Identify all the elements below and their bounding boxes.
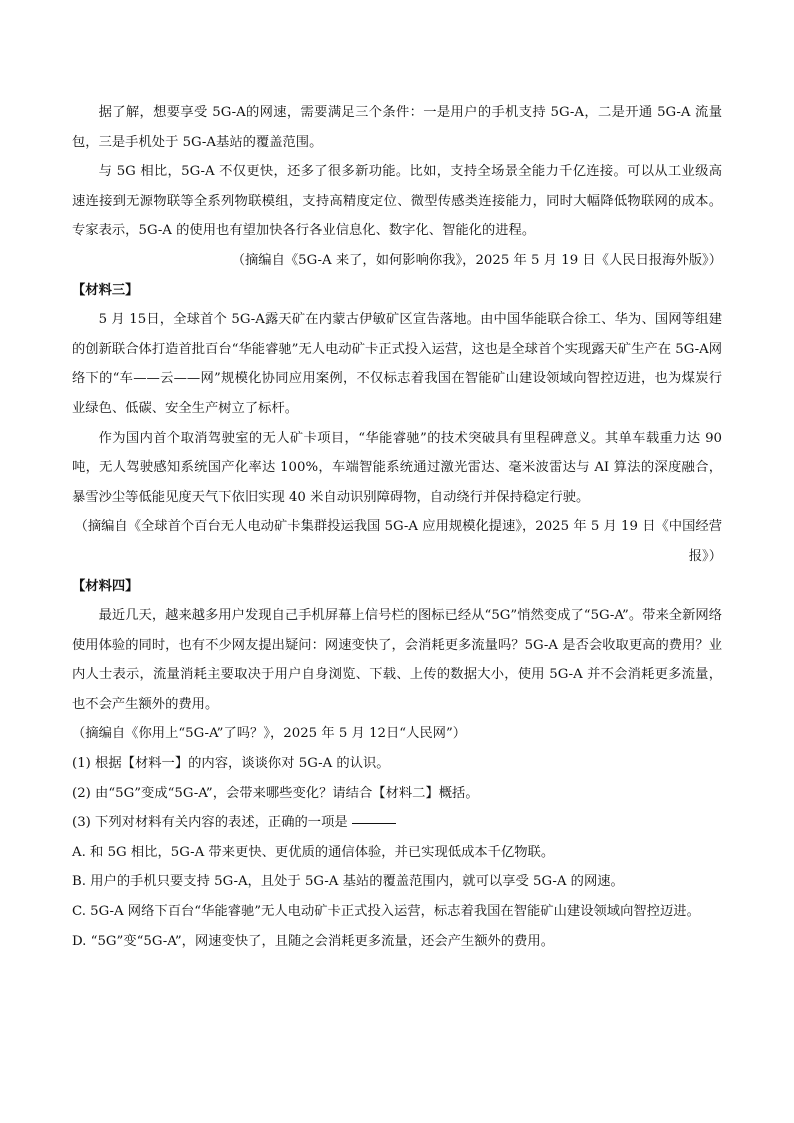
material3-paragraph-2: 作为国内首个取消驾驶室的无人矿卡项目，“华能睿驰”的技术突破具有里程碑意义。其单车载重力达 90吨，无人驾驶感知系统国产化率达 100%，车端智能系统通过激光雷达、毫米波雷达与 AI 算法的深度融合，暴雪沙尘等低能见度天气下依旧实现 40 米自动识别障碍物，自动绕行并保持稳定行驶。 [72,430,722,505]
material3-paragraph-1: 5 月 15日，全球首个 5G-A露天矿在内蒙古伊敏矿区宣告落地。由中国华能联合徐工、华为、国网等组建的创新联合体打造首批百台“华能睿驰”无人电动矿卡正式投入运营，这也是全球首个实现露天矿生产在 5G-A网络下的“车——云——网”规模化协同应用案例，不仅标志着我国在智能矿山建设领域向智控迈进，也为煤炭行业绿色、低碳、安全生产树立了标杆。 [72,312,722,416]
material2-source: （摘编自《5G-A 来了，如何影响你我》，2025 年 5 月 19 日《人民日报海外版》） [231,252,722,268]
question-1: (1) 根据【材料一】的内容，谈谈你对 5G-A 的认识。 [72,756,390,772]
option-b: B. 用户的手机只要支持 5G-A，且处于 5G-A 基站的覆盖范围内，就可以享受 5G-A 的网速。 [72,874,624,890]
question-3-text: (3) 下列对材料有关内容的表述，正确的一项是 [72,815,348,831]
material3-source: （摘编自《全球首个百台无人电动矿卡集群投运我国 5G-A 应用规模化提速》，2025 年 5 月 19 日《中国经营报》） [74,519,722,564]
material4-heading: 【材料四】 [72,578,139,594]
answer-blank[interactable] [352,822,396,824]
document-page [72,98,722,956]
question-2: (2) 由“5G”变成“5G-A”，会带来哪些变化？请结合【材料二】概括。 [72,785,479,801]
question-3 [72,808,722,838]
material3-heading: 【材料三】 [72,282,139,298]
material2-paragraph-1: 据了解，想要享受 5G-A的网速，需要满足三个条件：一是用户的手机支持 5G-A，二是开通 5G-A 流量包，三是手机处于 5G-A基站的覆盖范围。 [72,105,722,150]
option-a: A. 和 5G 相比，5G-A 带来更快、更优质的通信体验，并已实现低成本千亿物联。 [72,844,555,860]
option-d: D. “5G”变“5G-A”，网速变快了，且随之会消耗更多流量，还会产生额外的费用。 [72,933,554,949]
material4-paragraph-1: 最近几天，越来越多用户发现自己手机屏幕上信号栏的图标已经从“5G”悄然变成了“5G-A”。带来全新网络使用体验的同时，也有不少网友提出疑问：网速变快了，会消耗更多流量吗？5G-A 是否会收取更高的费用？业内人士表示，流量消耗主要取决于用户自身浏览、下载、上传的数据大小，使用 5G-A 并不会消耗更多流量，也不会产生额外的费用。 [72,608,722,712]
material2-paragraph-2: 与 5G 相比，5G-A 不仅更快，还多了很多新功能。比如，支持全场景全能力千亿连接。可以从工业级高速连接到无源物联等全系列物联模组，支持高精度定位、微型传感类连接能力，同时大幅降低物联网的成本。专家表示，5G-A 的使用也有望加快各行各业信息化、数字化、智能化的进程。 [72,164,722,239]
material4-source: （摘编自《你用上“5G-A”了吗？》，2025 年 5 月 12日“人民网”） [72,726,467,742]
option-c: C. 5G-A 网络下百台“华能睿驰”无人电动矿卡正式投入运营，标志着我国在智能矿山建设领域向智控迈进。 [72,904,700,920]
